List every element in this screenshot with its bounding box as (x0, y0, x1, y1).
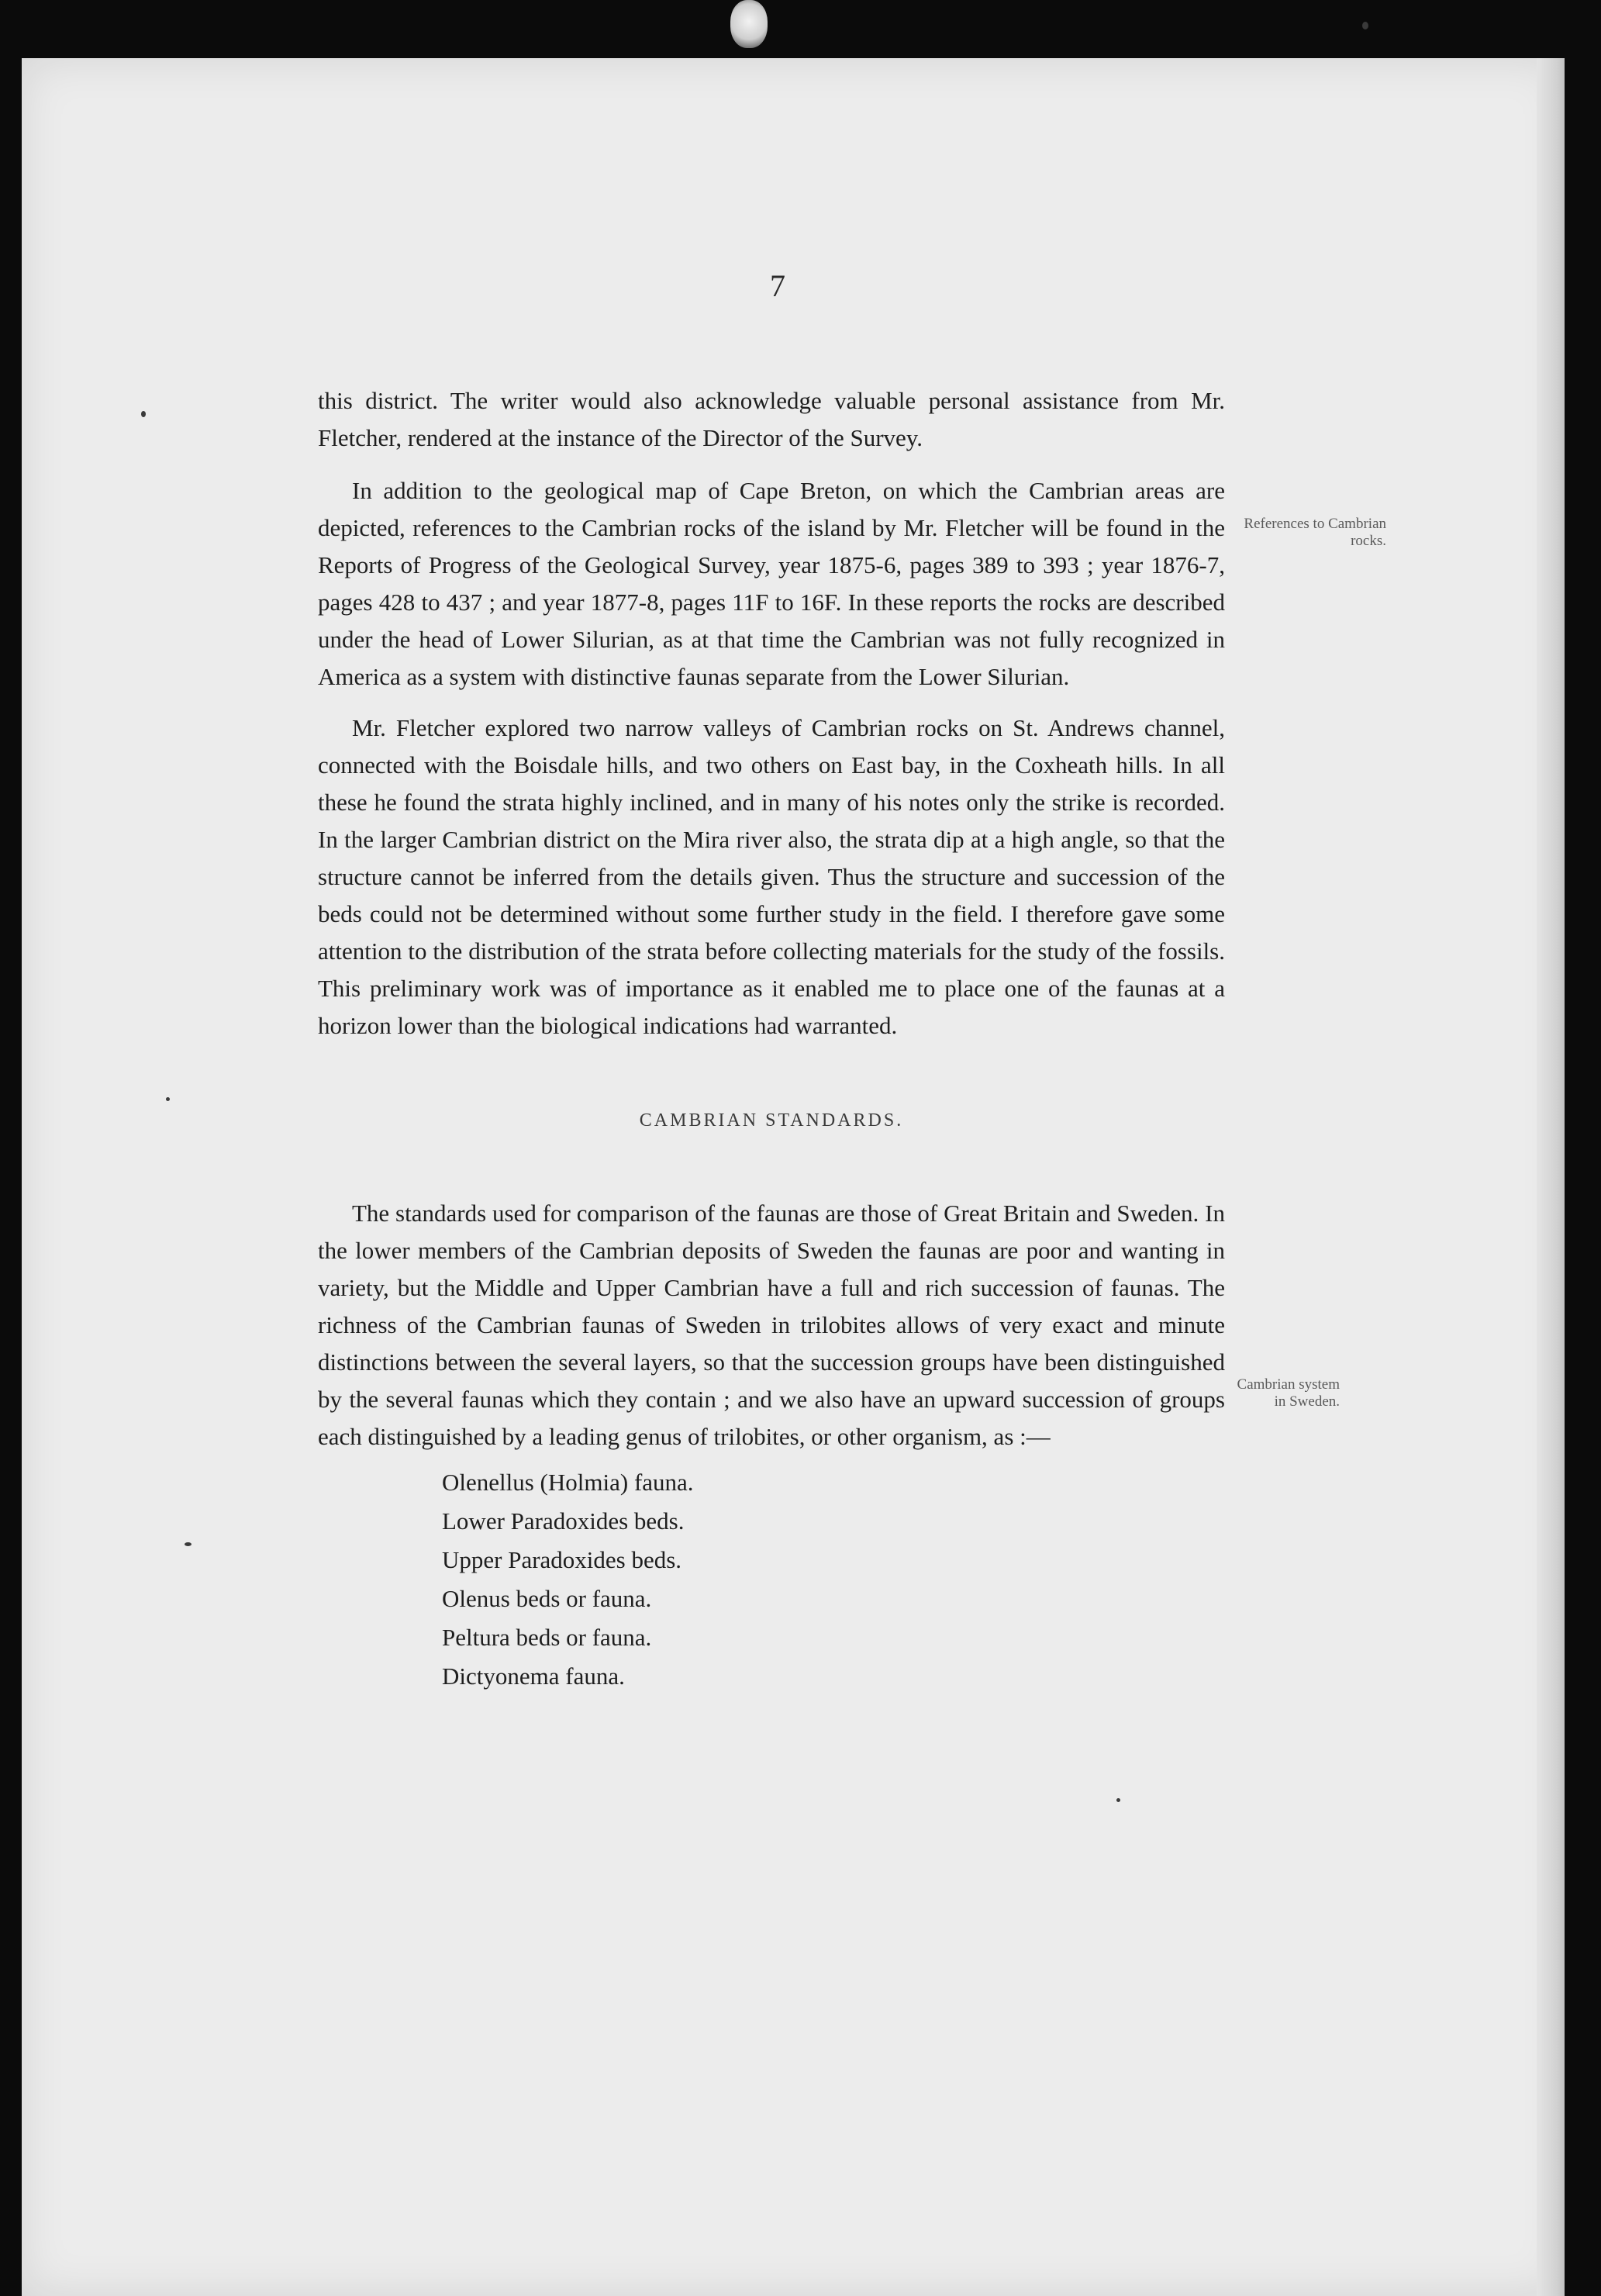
paragraph-fletcher: Mr. Fletcher explored two narrow valleys of Cambrian rocks on St. Andrews channel, connected with the Boisdale hills, and two others on East bay, in the Coxheath hills. In all these he found the strata highly inclined, and in many of his notes only the strike is recorded. In the larger Cambrian district on the Mira river also, the strata dip at a high angle, so that the structure cannot be inferred from the details given. Thus the structure and succession of the beds could not be determined without some further study in the field. I therefore gave some attention to the distribution of the strata before collecting materials for the study of the fossils. This preliminary work was of importance as it enabled me to place one of the faunas at a horizon lower than the biological indications had warranted. (318, 714, 1225, 1039)
list-item: Olenus beds or fauna. (442, 1585, 652, 1612)
speck-top-right (1362, 22, 1368, 29)
list-item: Olenellus (Holmia) fauna. (442, 1469, 694, 1496)
list-item: Peltura beds or fauna. (442, 1624, 652, 1651)
paragraph-references: In addition to the geological map of Cape Breton, on which the Cambrian areas are depicted, references to the Cambrian rocks of the island by Mr. Fletcher will be found in the Reports of Progress of the Geological Survey, year 1875-6, pages 389 to 393 ; year 1876-7, pages 428 to 437 ; and year 1877-8, pages 11F to 16F. In these reports the rocks are described under the head of Lower Silurian, as at that time the Cambrian was not fully recognized in America as a system with distinctive faunas separate from the Lower Silurian. (318, 477, 1225, 690)
speck-left-1 (141, 411, 146, 417)
fauna-list (442, 1463, 1225, 1696)
speck-right-1 (1116, 1798, 1120, 1802)
list-item: Upper Paradoxides beds. (442, 1546, 682, 1573)
binding-hole (730, 0, 768, 48)
list-item: Dictyonema fauna. (442, 1662, 625, 1690)
margin-note-references: References to Cambrian rocks. (1244, 516, 1386, 549)
paragraph-standards: The standards used for comparison of the faunas are those of Great Britain and Sweden. In the lower members of the Cambrian deposits of Sweden the faunas are poor and wanting in variety, but the Middle and Upper Cambrian have a full and rich succession of faunas. The richness of the Cambrian faunas of Sweden in trilobites allows of very exact and minute distinctions between the several layers, so that the succession groups have been distinguished by the several faunas which they contain ; and we also have an upward succession of groups each distinguished by a leading genus of trilobites, or other organism, as :— (318, 1200, 1225, 1450)
margin-note-cambrian-system: Cambrian system in Sweden. (1237, 1376, 1340, 1410)
scanned-page (22, 58, 1565, 2296)
paragraph-continuation: this district. The writer would also acknowledge valuable personal assistance from Mr. Fletcher, rendered at the instance of the Director of the Survey. (318, 387, 1225, 451)
main-text-column (318, 382, 1225, 1696)
page-edge-shadow (1537, 58, 1565, 2296)
section-heading: CAMBRIAN STANDARDS. (639, 1110, 904, 1131)
page-number: 7 (770, 268, 785, 303)
list-item: Lower Paradoxides beds. (442, 1507, 685, 1535)
speck-left-2 (166, 1097, 170, 1101)
speck-left-3 (185, 1542, 191, 1546)
